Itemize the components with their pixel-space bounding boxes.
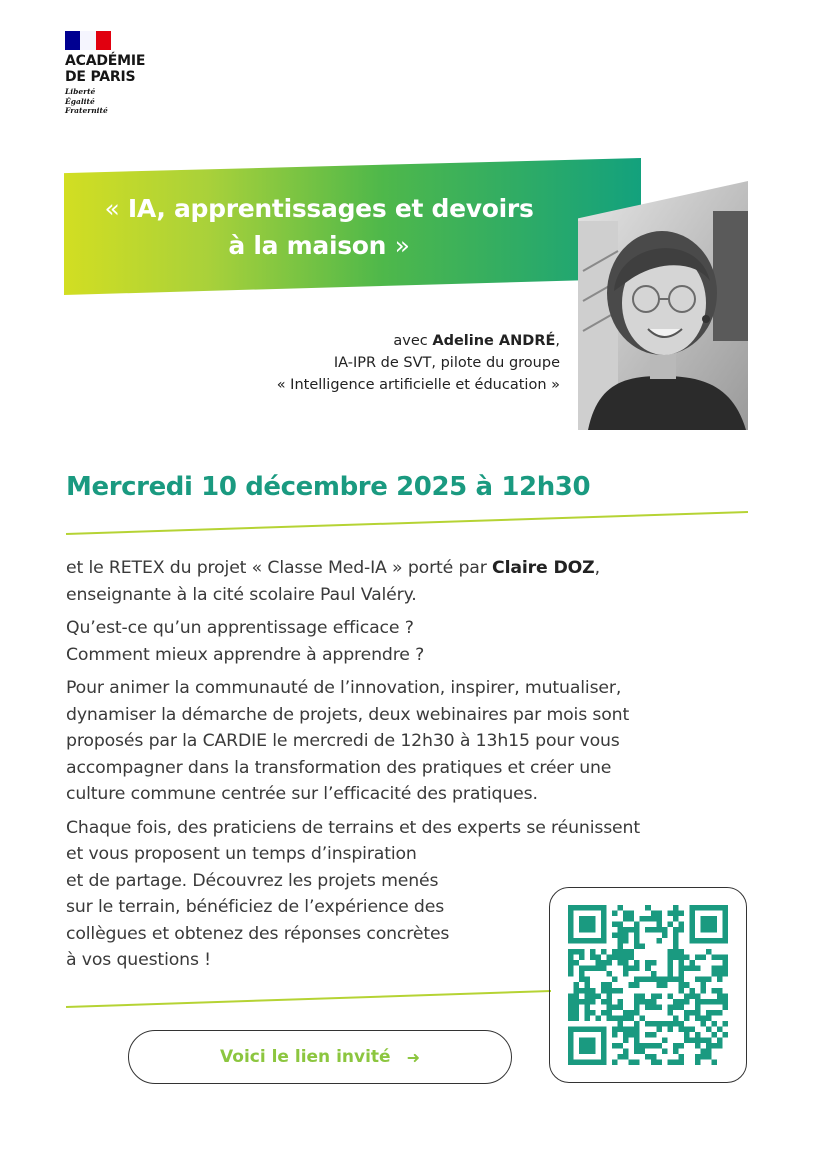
speaker-role: IA-IPR de SVT, pilote du groupe bbox=[333, 355, 560, 371]
retex-name: Claire DOZ bbox=[492, 558, 595, 578]
speaker-comma: , bbox=[555, 333, 560, 349]
invitation-line: sur le terrain, bénéficiez de l’expérience des bbox=[66, 897, 445, 917]
logo-motto bbox=[65, 87, 145, 116]
retex-line-2: enseignante à la cité scolaire Paul Valéry. bbox=[66, 584, 417, 605]
quote-open: « bbox=[104, 194, 120, 223]
title-line-1: IA, apprentissages et devoirs bbox=[127, 194, 534, 223]
french-flag-icon bbox=[65, 31, 111, 50]
cardie-line: proposés par la CARDIE le mercredi de 12h30 à 13h15 pour vous bbox=[66, 731, 620, 751]
cardie-line: Pour animer la communauté de l’innovation, inspirer, mutualiser, bbox=[66, 678, 622, 698]
logo-line-2: DE PARIS bbox=[65, 69, 136, 85]
quote-close: » bbox=[394, 231, 410, 260]
cardie-line: culture commune centrée sur l’efficacité des pratiques. bbox=[66, 784, 538, 804]
arrow-right-icon: ➜ bbox=[406, 1047, 420, 1067]
invitation-line: Chaque fois, des praticiens de terrains et des experts se réunissent bbox=[66, 817, 640, 838]
invitation-line: collègues et obtenez des réponses concrètes bbox=[66, 923, 450, 944]
divider-bottom bbox=[66, 988, 556, 1010]
motto-fraternite: Fraternité bbox=[65, 106, 108, 115]
invitation-line: et vous proposent un temps d’inspiration bbox=[66, 844, 417, 864]
logo-line-1: ACADÉMIE bbox=[65, 53, 146, 69]
speaker-name: Adeline ANDRÉ bbox=[432, 333, 556, 349]
event-title bbox=[64, 190, 574, 264]
question-1: Qu’est-ce qu’un apprentissage efficace ? bbox=[66, 618, 414, 638]
speaker-info bbox=[170, 330, 560, 396]
invitation-line: et de partage. Découvrez les projets menés bbox=[66, 870, 439, 891]
title-line-2: à la maison bbox=[228, 231, 387, 260]
paragraph-cardie bbox=[66, 675, 766, 808]
paragraph-retex bbox=[66, 555, 766, 608]
speaker-group: « Intelligence artificielle et éducation » bbox=[276, 377, 560, 393]
event-date: Mercredi 10 décembre 2025 à 12h30 bbox=[66, 472, 591, 502]
speaker-line-1 bbox=[170, 330, 560, 352]
speaker-photo bbox=[578, 181, 748, 430]
invitation-line: à vos questions ! bbox=[66, 950, 211, 970]
retex-text: et le RETEX du projet « Classe Med-IA » porté par bbox=[66, 558, 487, 578]
cardie-line: accompagner dans la transformation des pratiques et créer une bbox=[66, 757, 612, 778]
motto-liberte: Liberté bbox=[65, 87, 96, 96]
retex-comma: , bbox=[594, 558, 600, 578]
guest-link-button[interactable] bbox=[128, 1030, 512, 1084]
guest-link-label: Voici le lien invité bbox=[220, 1047, 391, 1067]
motto-egalite: Égalité bbox=[65, 96, 95, 106]
cardie-line: dynamiser la démarche de projets, deux webinaires par mois sont bbox=[66, 704, 630, 725]
question-2: Comment mieux apprendre à apprendre ? bbox=[66, 644, 425, 665]
paragraph-questions bbox=[66, 615, 766, 668]
speaker-prefix: avec bbox=[393, 333, 428, 349]
qr-code[interactable] bbox=[568, 905, 728, 1065]
divider-top bbox=[66, 508, 750, 538]
academie-logo bbox=[65, 31, 145, 116]
logo-title bbox=[65, 53, 145, 85]
